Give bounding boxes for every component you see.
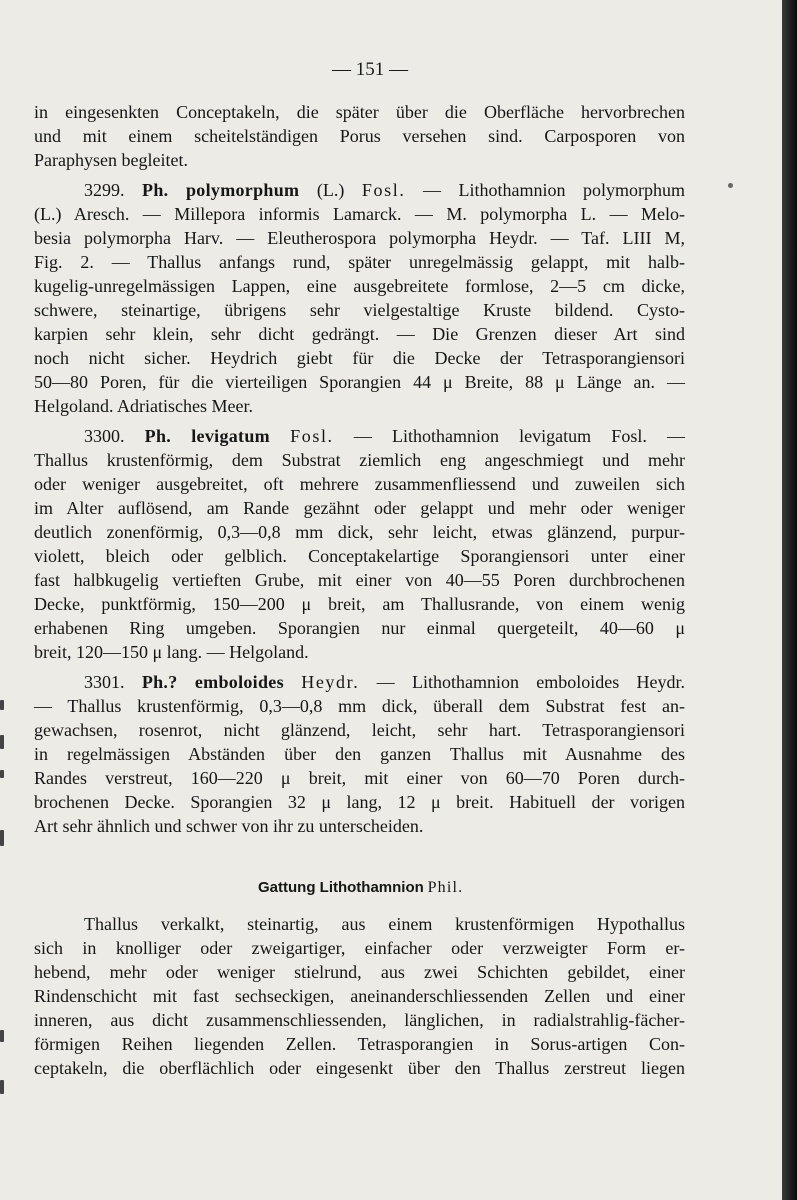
synonym-text: — Lithothamnion levigatum Fosl. —: [353, 426, 685, 446]
text-line: Decke, punktförmig, 150—200 μ breit, am Thallusrande, von einem wenig: [34, 594, 685, 614]
text-line: förmigen Reihen liegenden Zellen. Tetrasporangien in Sorus-artigen Con-: [34, 1034, 685, 1054]
genus-description: [34, 912, 685, 1080]
text-line: besia polymorpha Harv. — Eleutherospora polymorpha Heydr. — Taf. LIII M,: [34, 228, 685, 248]
species-entry-3301: [34, 670, 685, 838]
page-speck: [728, 183, 733, 188]
text-line: Fig. 2. — Thallus anfangs rund, später unregelmässig gelappt, mit halb-: [34, 252, 685, 272]
text-line: Art sehr ähnlich und schwer von ihr zu unterscheiden.: [34, 816, 424, 836]
text-line: Paraphysen begleitet.: [34, 150, 188, 170]
entry-number: 3301.: [84, 672, 125, 692]
species-genus: Ph.: [142, 180, 169, 200]
text-line: violett, bleich oder gelblich. Conceptakelartige Sporangiensori unter einer: [34, 546, 685, 566]
text-line: breit, 120—150 μ lang. — Helgoland.: [34, 642, 309, 662]
entry-number: 3300.: [84, 426, 125, 446]
species-genus: Ph.?: [141, 672, 178, 692]
text-line: hebend, mehr oder weniger stielrund, aus zwei Schichten gebildet, einer: [34, 962, 685, 982]
species-genus: Ph.: [144, 426, 172, 446]
genus-author: Phil.: [427, 879, 464, 896]
species-author: Fosl.: [361, 180, 406, 200]
text-line: erhabenen Ring umgeben. Sporangien nur einmal quergeteilt, 40—60 μ: [34, 618, 685, 638]
text-line: noch nicht sicher. Heydrich giebt für die Decke der Tetrasporangiensori: [34, 348, 685, 368]
text-line: kugelig-unregelmässigen Lappen, eine ausgebreitete formlose, 2—5 cm dicke,: [34, 276, 685, 296]
species-author: (L.): [316, 180, 345, 200]
entry-number: 3299.: [84, 180, 125, 200]
page-edge-mark: [0, 735, 4, 749]
page-edge-mark: [0, 1030, 4, 1042]
page-edge-mark: [0, 770, 4, 778]
text-line: Rindenschicht mit fast sechseckigen, aneinanderschliessenden Zellen und einer: [34, 986, 685, 1006]
species-name: emboloides: [194, 672, 284, 692]
species-entry-3299: [34, 178, 685, 418]
text-line: oder weniger ausgebreitet, oft mehrere zusammenfliessend und zuweilen sich: [34, 474, 685, 494]
genus-heading: [258, 879, 463, 897]
synonym-text: — Lithothamnion polymorphum: [422, 180, 686, 200]
text-line: und mit einem scheitelständigen Porus versehen sind. Carposporen von: [34, 126, 685, 146]
page-edge-mark: [0, 1080, 4, 1094]
species-name: levigatum: [191, 426, 270, 446]
text-line: in regelmässigen Abständen über den ganzen Thallus mit Ausnahme des: [34, 744, 685, 764]
text-line: im Alter auflösend, am Rande gezähnt oder gelappt und mehr oder weniger: [34, 498, 685, 518]
text-line: — Thallus krustenförmig, 0,3—0,8 mm dick, überall dem Substrat fest an-: [34, 696, 685, 716]
text-line: brochenen Decke. Sporangien 32 μ lang, 12 μ breit. Habituell der vorigen: [34, 792, 685, 812]
text-line: inneren, aus dicht zusammenschliessenden, länglichen, in radialstrahlig-fächer-: [34, 1010, 685, 1030]
scan-page-edge: [782, 0, 797, 1200]
text-line: Helgoland. Adriatisches Meer.: [34, 396, 253, 416]
text-line: 50—80 Poren, für die vierteiligen Sporangien 44 μ Breite, 88 μ Länge an. —: [34, 372, 685, 392]
page-edge-mark: [0, 830, 4, 846]
text-line: schwere, steinartige, übrigens sehr vielgestaltige Kruste bildend. Cysto-: [34, 300, 685, 320]
continuation-paragraph: [34, 100, 685, 172]
text-line: Thallus verkalkt, steinartig, aus einem krustenförmigen Hypothallus: [84, 914, 685, 934]
text-line: sich in knolliger oder zweigartiger, einfacher oder verzweigter Form er-: [34, 938, 685, 958]
genus-title: Gattung Lithothamnion: [258, 879, 424, 896]
page-number: — 151 —: [332, 59, 408, 80]
entry-heading-line: [34, 178, 685, 202]
species-entry-3300: [34, 424, 685, 664]
text-line: ceptakeln, die oberflächlich oder eingesenkt über den Thallus zerstreut liegen: [34, 1058, 685, 1078]
text-line: gewachsen, rosenrot, nicht glänzend, leicht, sehr hart. Tetrasporangiensori: [34, 720, 685, 740]
entry-heading-line: [34, 670, 685, 694]
text-line: in eingesenkten Conceptakeln, die später über die Oberfläche hervorbrechen: [34, 102, 685, 122]
text-line: deutlich zonenförmig, 0,3—0,8 mm dick, sehr leicht, etwas glänzend, purpur-: [34, 522, 685, 542]
text-line: fast halbkugelig vertieften Grube, mit einer von 40—55 Poren durchbrochenen: [34, 570, 685, 590]
entry-heading-line: [34, 424, 685, 448]
text-line: Randes verstreut, 160—220 μ breit, mit einer von 60—70 Poren durch-: [34, 768, 685, 788]
species-name: polymorphum: [186, 180, 300, 200]
synonym-text: — Lithothamnion emboloides Heydr.: [376, 672, 686, 692]
text-line: Thallus krustenförmig, dem Substrat ziemlich eng angeschmiegt und mehr: [34, 450, 685, 470]
species-author: Heydr.: [301, 672, 360, 692]
text-line: karpien sehr klein, sehr dicht gedrängt. — Die Grenzen dieser Art sind: [34, 324, 685, 344]
text-line: (L.) Aresch. — Millepora informis Lamarck. — M. polymorpha L. — Melo-: [34, 204, 685, 224]
page-edge-mark: [0, 700, 4, 710]
species-author: Fosl.: [290, 426, 334, 446]
